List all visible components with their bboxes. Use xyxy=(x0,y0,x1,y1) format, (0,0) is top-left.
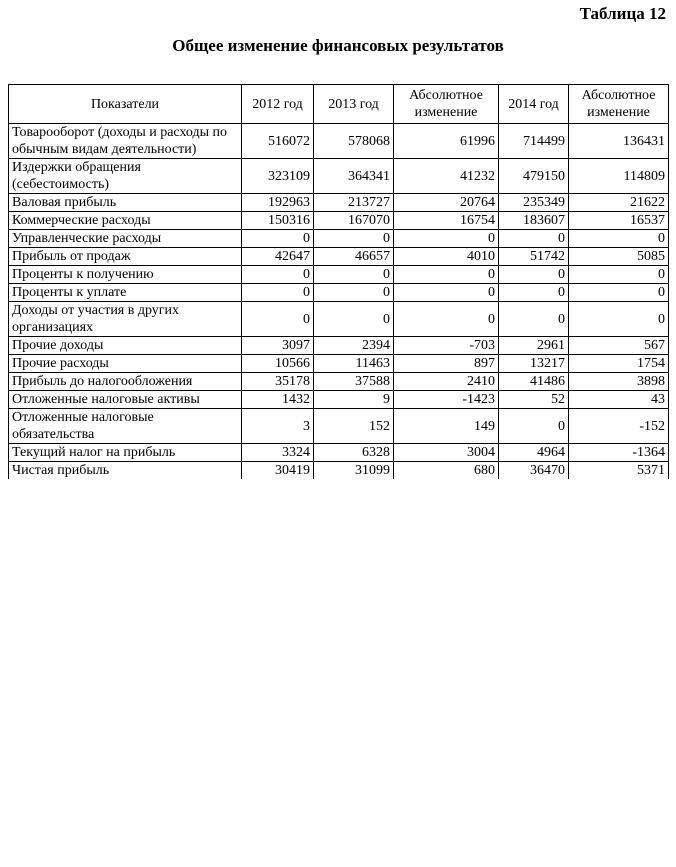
header-abs-change-2014: Абсолютное изменение xyxy=(569,85,669,124)
row-value: 0 xyxy=(314,266,394,284)
row-value: 16537 xyxy=(569,212,669,230)
row-value: 0 xyxy=(499,302,569,337)
row-value: 5371 xyxy=(569,462,669,480)
table-row xyxy=(9,444,669,462)
row-value: 21622 xyxy=(569,194,669,212)
row-label: Коммерческие расходы xyxy=(9,212,242,230)
row-value: 0 xyxy=(569,266,669,284)
row-label: Доходы от участия в других организациях xyxy=(9,302,242,337)
row-value: 31099 xyxy=(314,462,394,480)
document-title: Общее изменение финансовых результатов xyxy=(172,36,504,55)
row-value: 0 xyxy=(314,284,394,302)
row-value: 10566 xyxy=(242,355,314,373)
row-value: 0 xyxy=(242,284,314,302)
row-value: 0 xyxy=(499,266,569,284)
row-value: 42647 xyxy=(242,248,314,266)
row-value: 5085 xyxy=(569,248,669,266)
row-value: -1423 xyxy=(394,391,499,409)
row-value: 30419 xyxy=(242,462,314,480)
row-value: 192963 xyxy=(242,194,314,212)
row-value: 2410 xyxy=(394,373,499,391)
row-value: 0 xyxy=(242,302,314,337)
row-label: Прибыль от продаж xyxy=(9,248,242,266)
row-label: Чистая прибыль xyxy=(9,462,242,480)
row-value: 323109 xyxy=(242,159,314,194)
table-row xyxy=(9,248,669,266)
row-value: 0 xyxy=(242,230,314,248)
row-label: Прибыль до налогообложения xyxy=(9,373,242,391)
row-value: 0 xyxy=(242,266,314,284)
row-value: 9 xyxy=(314,391,394,409)
row-value: 0 xyxy=(499,230,569,248)
row-value: 41486 xyxy=(499,373,569,391)
row-value: 0 xyxy=(394,266,499,284)
row-label: Проценты к уплате xyxy=(9,284,242,302)
row-label: Управленческие расходы xyxy=(9,230,242,248)
row-value: 578068 xyxy=(314,124,394,159)
row-value: -1364 xyxy=(569,444,669,462)
row-value: 3097 xyxy=(242,337,314,355)
row-value: 114809 xyxy=(569,159,669,194)
row-value: 167070 xyxy=(314,212,394,230)
row-value: 1432 xyxy=(242,391,314,409)
row-value: 0 xyxy=(569,302,669,337)
row-value: 46657 xyxy=(314,248,394,266)
row-value: -152 xyxy=(569,409,669,444)
table-row xyxy=(9,391,669,409)
row-value: 150316 xyxy=(242,212,314,230)
row-value: 52 xyxy=(499,391,569,409)
row-value: 3 xyxy=(242,409,314,444)
header-2012: 2012 год xyxy=(242,85,314,124)
row-value: 680 xyxy=(394,462,499,480)
row-value: 3324 xyxy=(242,444,314,462)
header-indicators: Показатели xyxy=(9,85,242,124)
row-value: 714499 xyxy=(499,124,569,159)
table-row xyxy=(9,212,669,230)
table-row xyxy=(9,462,669,480)
table-row xyxy=(9,373,669,391)
row-value: 183607 xyxy=(499,212,569,230)
row-value: 3004 xyxy=(394,444,499,462)
header-row xyxy=(9,85,669,124)
row-value: 51742 xyxy=(499,248,569,266)
row-value: 567 xyxy=(569,337,669,355)
row-value: -703 xyxy=(394,337,499,355)
table-number: Таблица 12 xyxy=(579,4,666,23)
table-row xyxy=(9,159,669,194)
row-value: 364341 xyxy=(314,159,394,194)
row-value: 897 xyxy=(394,355,499,373)
row-value: 4964 xyxy=(499,444,569,462)
row-label: Прочие расходы xyxy=(9,355,242,373)
row-value: 43 xyxy=(569,391,669,409)
row-value: 149 xyxy=(394,409,499,444)
row-value: 13217 xyxy=(499,355,569,373)
row-label: Прочие доходы xyxy=(9,337,242,355)
row-value: 152 xyxy=(314,409,394,444)
table-row xyxy=(9,409,669,444)
row-value: 1754 xyxy=(569,355,669,373)
row-value: 2961 xyxy=(499,337,569,355)
row-value: 61996 xyxy=(394,124,499,159)
table-row xyxy=(9,284,669,302)
table-row xyxy=(9,124,669,159)
row-value: 0 xyxy=(499,409,569,444)
row-value: 0 xyxy=(394,302,499,337)
row-value: 41232 xyxy=(394,159,499,194)
row-value: 35178 xyxy=(242,373,314,391)
row-value: 2394 xyxy=(314,337,394,355)
row-value: 479150 xyxy=(499,159,569,194)
row-value: 37588 xyxy=(314,373,394,391)
row-value: 0 xyxy=(569,230,669,248)
row-label: Отложенные налоговые обязательства xyxy=(9,409,242,444)
row-value: 36470 xyxy=(499,462,569,480)
row-value: 0 xyxy=(394,230,499,248)
row-value: 20764 xyxy=(394,194,499,212)
row-value: 6328 xyxy=(314,444,394,462)
row-value: 16754 xyxy=(394,212,499,230)
row-value: 516072 xyxy=(242,124,314,159)
table-row xyxy=(9,355,669,373)
table-row xyxy=(9,230,669,248)
row-label: Издержки обращения (себестоимость) xyxy=(9,159,242,194)
header-2014: 2014 год xyxy=(499,85,569,124)
row-value: 0 xyxy=(569,284,669,302)
header-2013: 2013 год xyxy=(314,85,394,124)
row-value: 11463 xyxy=(314,355,394,373)
row-label: Проценты к получению xyxy=(9,266,242,284)
row-label: Текущий налог на прибыль xyxy=(9,444,242,462)
row-value: 0 xyxy=(394,284,499,302)
row-value: 136431 xyxy=(569,124,669,159)
financial-results-table xyxy=(8,84,669,479)
table-row xyxy=(9,337,669,355)
row-label: Отложенные налоговые активы xyxy=(9,391,242,409)
table-row xyxy=(9,302,669,337)
row-value: 213727 xyxy=(314,194,394,212)
row-value: 0 xyxy=(314,230,394,248)
row-value: 235349 xyxy=(499,194,569,212)
row-value: 3898 xyxy=(569,373,669,391)
table-row xyxy=(9,194,669,212)
row-label: Товарооборот (доходы и расходы по обычным видам деятельности) xyxy=(9,124,242,159)
row-value: 0 xyxy=(499,284,569,302)
row-label: Валовая прибыль xyxy=(9,194,242,212)
header-abs-change-2013: Абсолютное изменение xyxy=(394,85,499,124)
table-row xyxy=(9,266,669,284)
row-value: 4010 xyxy=(394,248,499,266)
row-value: 0 xyxy=(314,302,394,337)
